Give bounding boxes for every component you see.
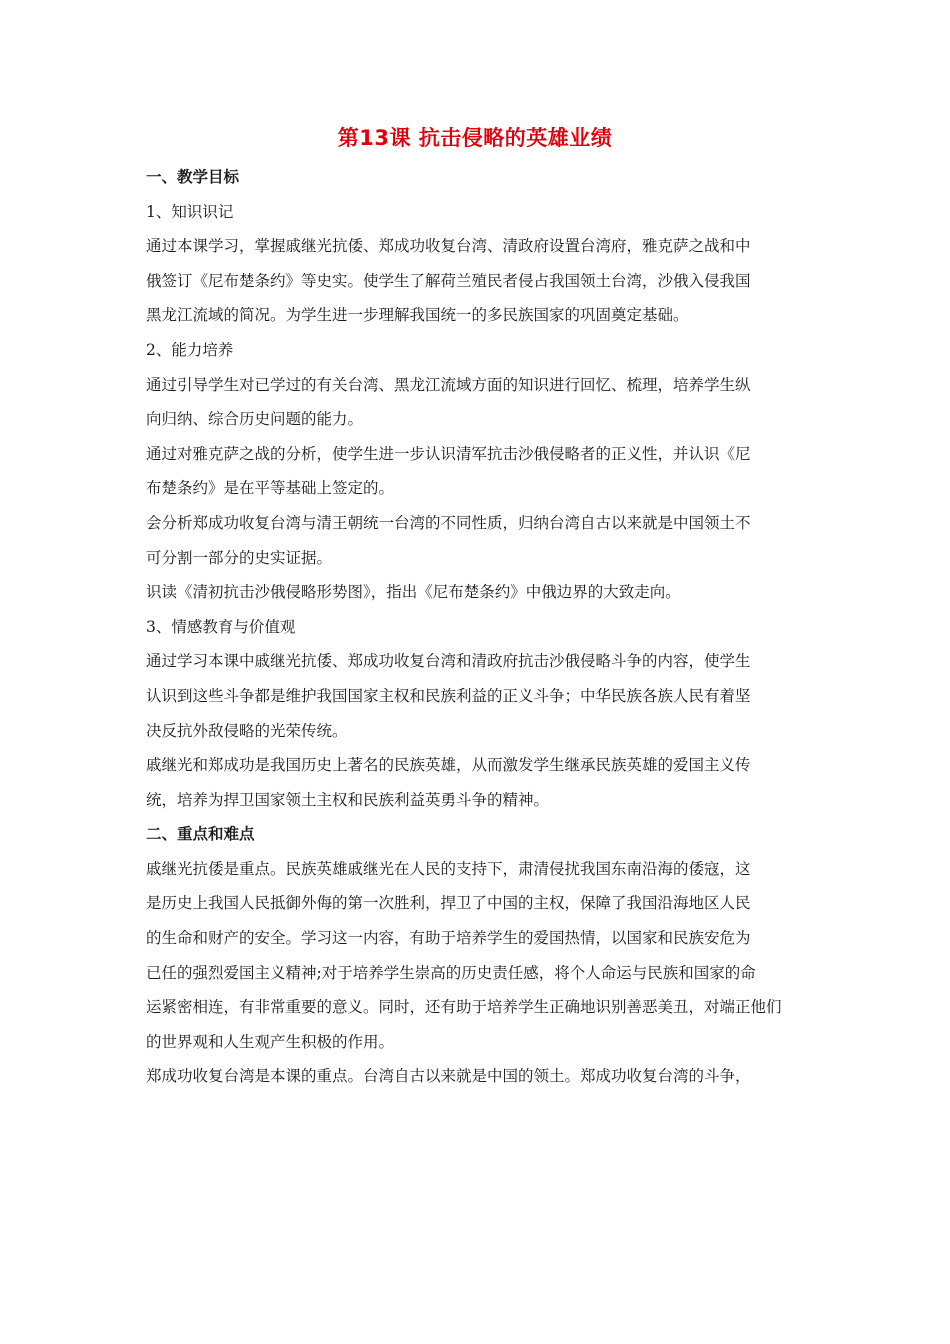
section-heading: 一、教学目标	[146, 168, 240, 186]
paragraph-line: 通过本课学习，掌握戚继光抗倭、郑成功收复台湾、清政府设置台湾府，雅克萨之战和中	[146, 237, 751, 256]
document-body	[146, 160, 811, 1094]
paragraph-line: 识读《清初抗击沙俄侵略形势图》，指出《尼布楚条约》中俄边界的大致走向。	[146, 583, 681, 602]
paragraph-line: 2、能力培养	[146, 340, 234, 359]
paragraph-line: 认识到这些斗争都是维护我国国家主权和民族利益的正义斗争；中华民族各族人民有着坚	[146, 686, 751, 705]
document-title: 第13课 抗击侵略的英雄业绩	[337, 126, 613, 150]
paragraph-line: 戚继光和郑成功是我国历史上著名的民族英雄，从而激发学生继承民族英雄的爱国主义传	[146, 756, 751, 775]
paragraph-line: 通过引导学生对已学过的有关台湾、黑龙江流域方面的知识进行回忆、梳理，培养学生纵	[146, 375, 751, 394]
paragraph-line: 布楚条约》是在平等基础上签定的。	[146, 479, 395, 498]
paragraph-line: 决反抗外敌侵略的光荣传统。	[146, 721, 348, 740]
paragraph-line: 1、知识识记	[146, 202, 234, 221]
paragraph-line: 俄签订《尼布楚条约》等史实。使学生了解荷兰殖民者侵占我国领土台湾，沙俄入侵我国	[146, 271, 751, 290]
paragraph-line: 3、情感教育与价值观	[146, 617, 296, 636]
paragraph-line: 通过学习本课中戚继光抗倭、郑成功收复台湾和清政府抗击沙俄侵略斗争的内容，使学生	[146, 652, 751, 671]
paragraph-line: 郑成功收复台湾是本课的重点。台湾自古以来就是中国的领土。郑成功收复台湾的斗争，	[146, 1067, 751, 1086]
paragraph-line: 会分析郑成功收复台湾与清王朝统一台湾的不同性质，归纳台湾自古以来就是中国领土不	[146, 513, 751, 532]
paragraph-line: 的世界观和人生观产生积极的作用。	[146, 1032, 395, 1051]
paragraph-line: 已任的强烈爱国主义精神;对于培养学生崇高的历史责任感，将个人命运与民族和国家的命	[146, 963, 756, 982]
paragraph-line: 运紧密相连，有非常重要的意义。同时，还有助于培养学生正确地识别善恶美丑，对端正他们	[146, 998, 782, 1017]
paragraph-line: 的生命和财产的安全。学习这一内容，有助于培养学生的爱国热情，以国家和民族安危为	[146, 929, 751, 948]
paragraph-line: 向归纳、综合历史问题的能力。	[146, 410, 364, 429]
paragraph-line: 可分割一部分的史实证据。	[146, 548, 333, 567]
paragraph-line: 统，培养为捍卫国家领土主权和民族利益英勇斗争的精神。	[146, 790, 550, 809]
paragraph-line: 通过对雅克萨之战的分析，使学生进一步认识清军抗击沙俄侵略者的正义性，并认识《尼	[146, 444, 751, 463]
section-heading: 二、重点和难点	[146, 825, 255, 844]
paragraph-line: 戚继光抗倭是重点。民族英雄戚继光在人民的支持下，肃清侵扰我国东南沿海的倭寇，这	[146, 859, 751, 878]
paragraph-line: 黑龙江流域的简况。为学生进一步理解我国统一的多民族国家的巩固奠定基础。	[146, 306, 689, 325]
paragraph-line: 是历史上我国人民抵御外侮的第一次胜利，捍卫了中国的主权，保障了我国沿海地区人民	[146, 894, 751, 913]
